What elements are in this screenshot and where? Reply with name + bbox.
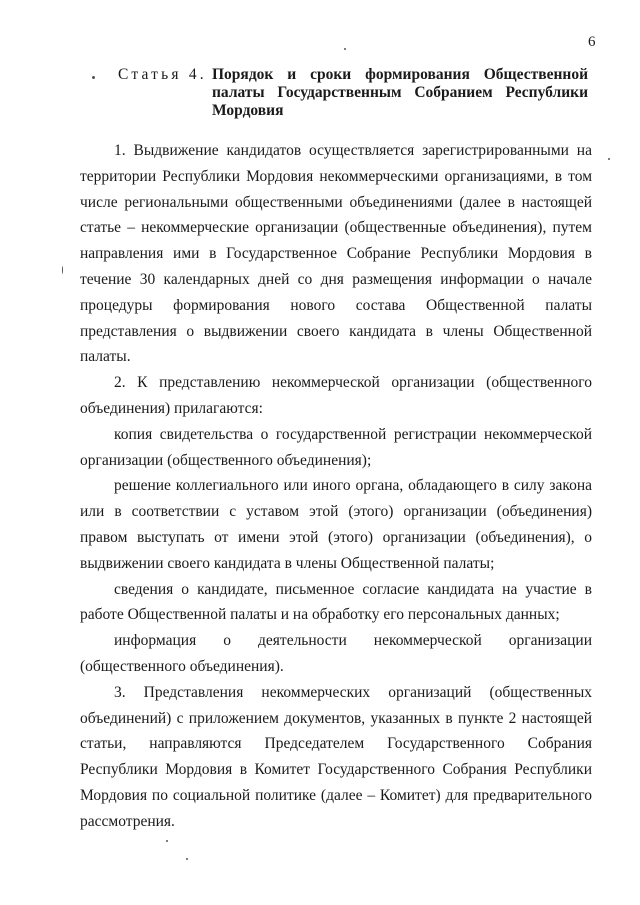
article-body	[80, 138, 592, 835]
paragraph-3-submission: 3. Представления некоммерческих организаций (общественных объединений) с приложением документов, указанных в пункте 2 настоящей статьи, направляются Председателем Государственного Собрания Республики Мордовия в Комитет Государственного Собрания Республики Мордовия по социальной политике (далее – Комитет) для предварительного рассмотрения.	[80, 683, 592, 830]
paragraph-candidate-info: сведения о кандидате, письменное согласие кандидата на участие в работе Общественной палаты и на обработку его персональных данных;	[80, 580, 592, 624]
paragraph-organization-info: информация о деятельности некоммерческой организации (общественного объединения).	[80, 632, 592, 675]
paragraph-registration-copy: копия свидетельства о государственной регистрации некоммерческой организации (общественного объединения);	[80, 425, 592, 469]
scan-speck	[186, 858, 188, 860]
scan-speck	[92, 76, 95, 79]
article-label: Статья 4.	[118, 66, 207, 83]
page-number: 6	[588, 34, 596, 50]
scan-speck	[344, 48, 346, 50]
scan-speck	[166, 840, 168, 842]
paragraph-2-attachments: 2. К представлению некоммерческой организации (общественного объединения) прилагаются:	[80, 374, 592, 417]
paragraph-1-nomination: 1. Выдвижение кандидатов осуществляется зарегистрированными на территории Республики Мордовия некоммерческими организациями, в том числе региональными общественными объединениями (далее в настоящей статье – некоммерческие организации (общественные объединения), путем направления ими в Государственное Собрание Республики Мордовия в течение 30 календарных дней со дня размещения информации о начале процедуры формирования нового состава Общественной палаты представления о выдвижении своего кандидата в члены Общественной палаты.	[80, 142, 592, 366]
paragraph-collegial-decision: решение коллегиального или иного органа, обладающего в силу закона или в соответствии с уставом этой (этого) организации (объединения) правом выступать от имени этой (этого) организации (объединения), о выдвижении своего кандидата в члены Общественной палаты;	[80, 477, 592, 572]
article-title: Порядок и сроки формирования Общественной палаты Государственным Собранием Республики Мордовия	[212, 66, 588, 119]
scan-speck	[608, 158, 610, 160]
scan-speck	[62, 266, 63, 274]
